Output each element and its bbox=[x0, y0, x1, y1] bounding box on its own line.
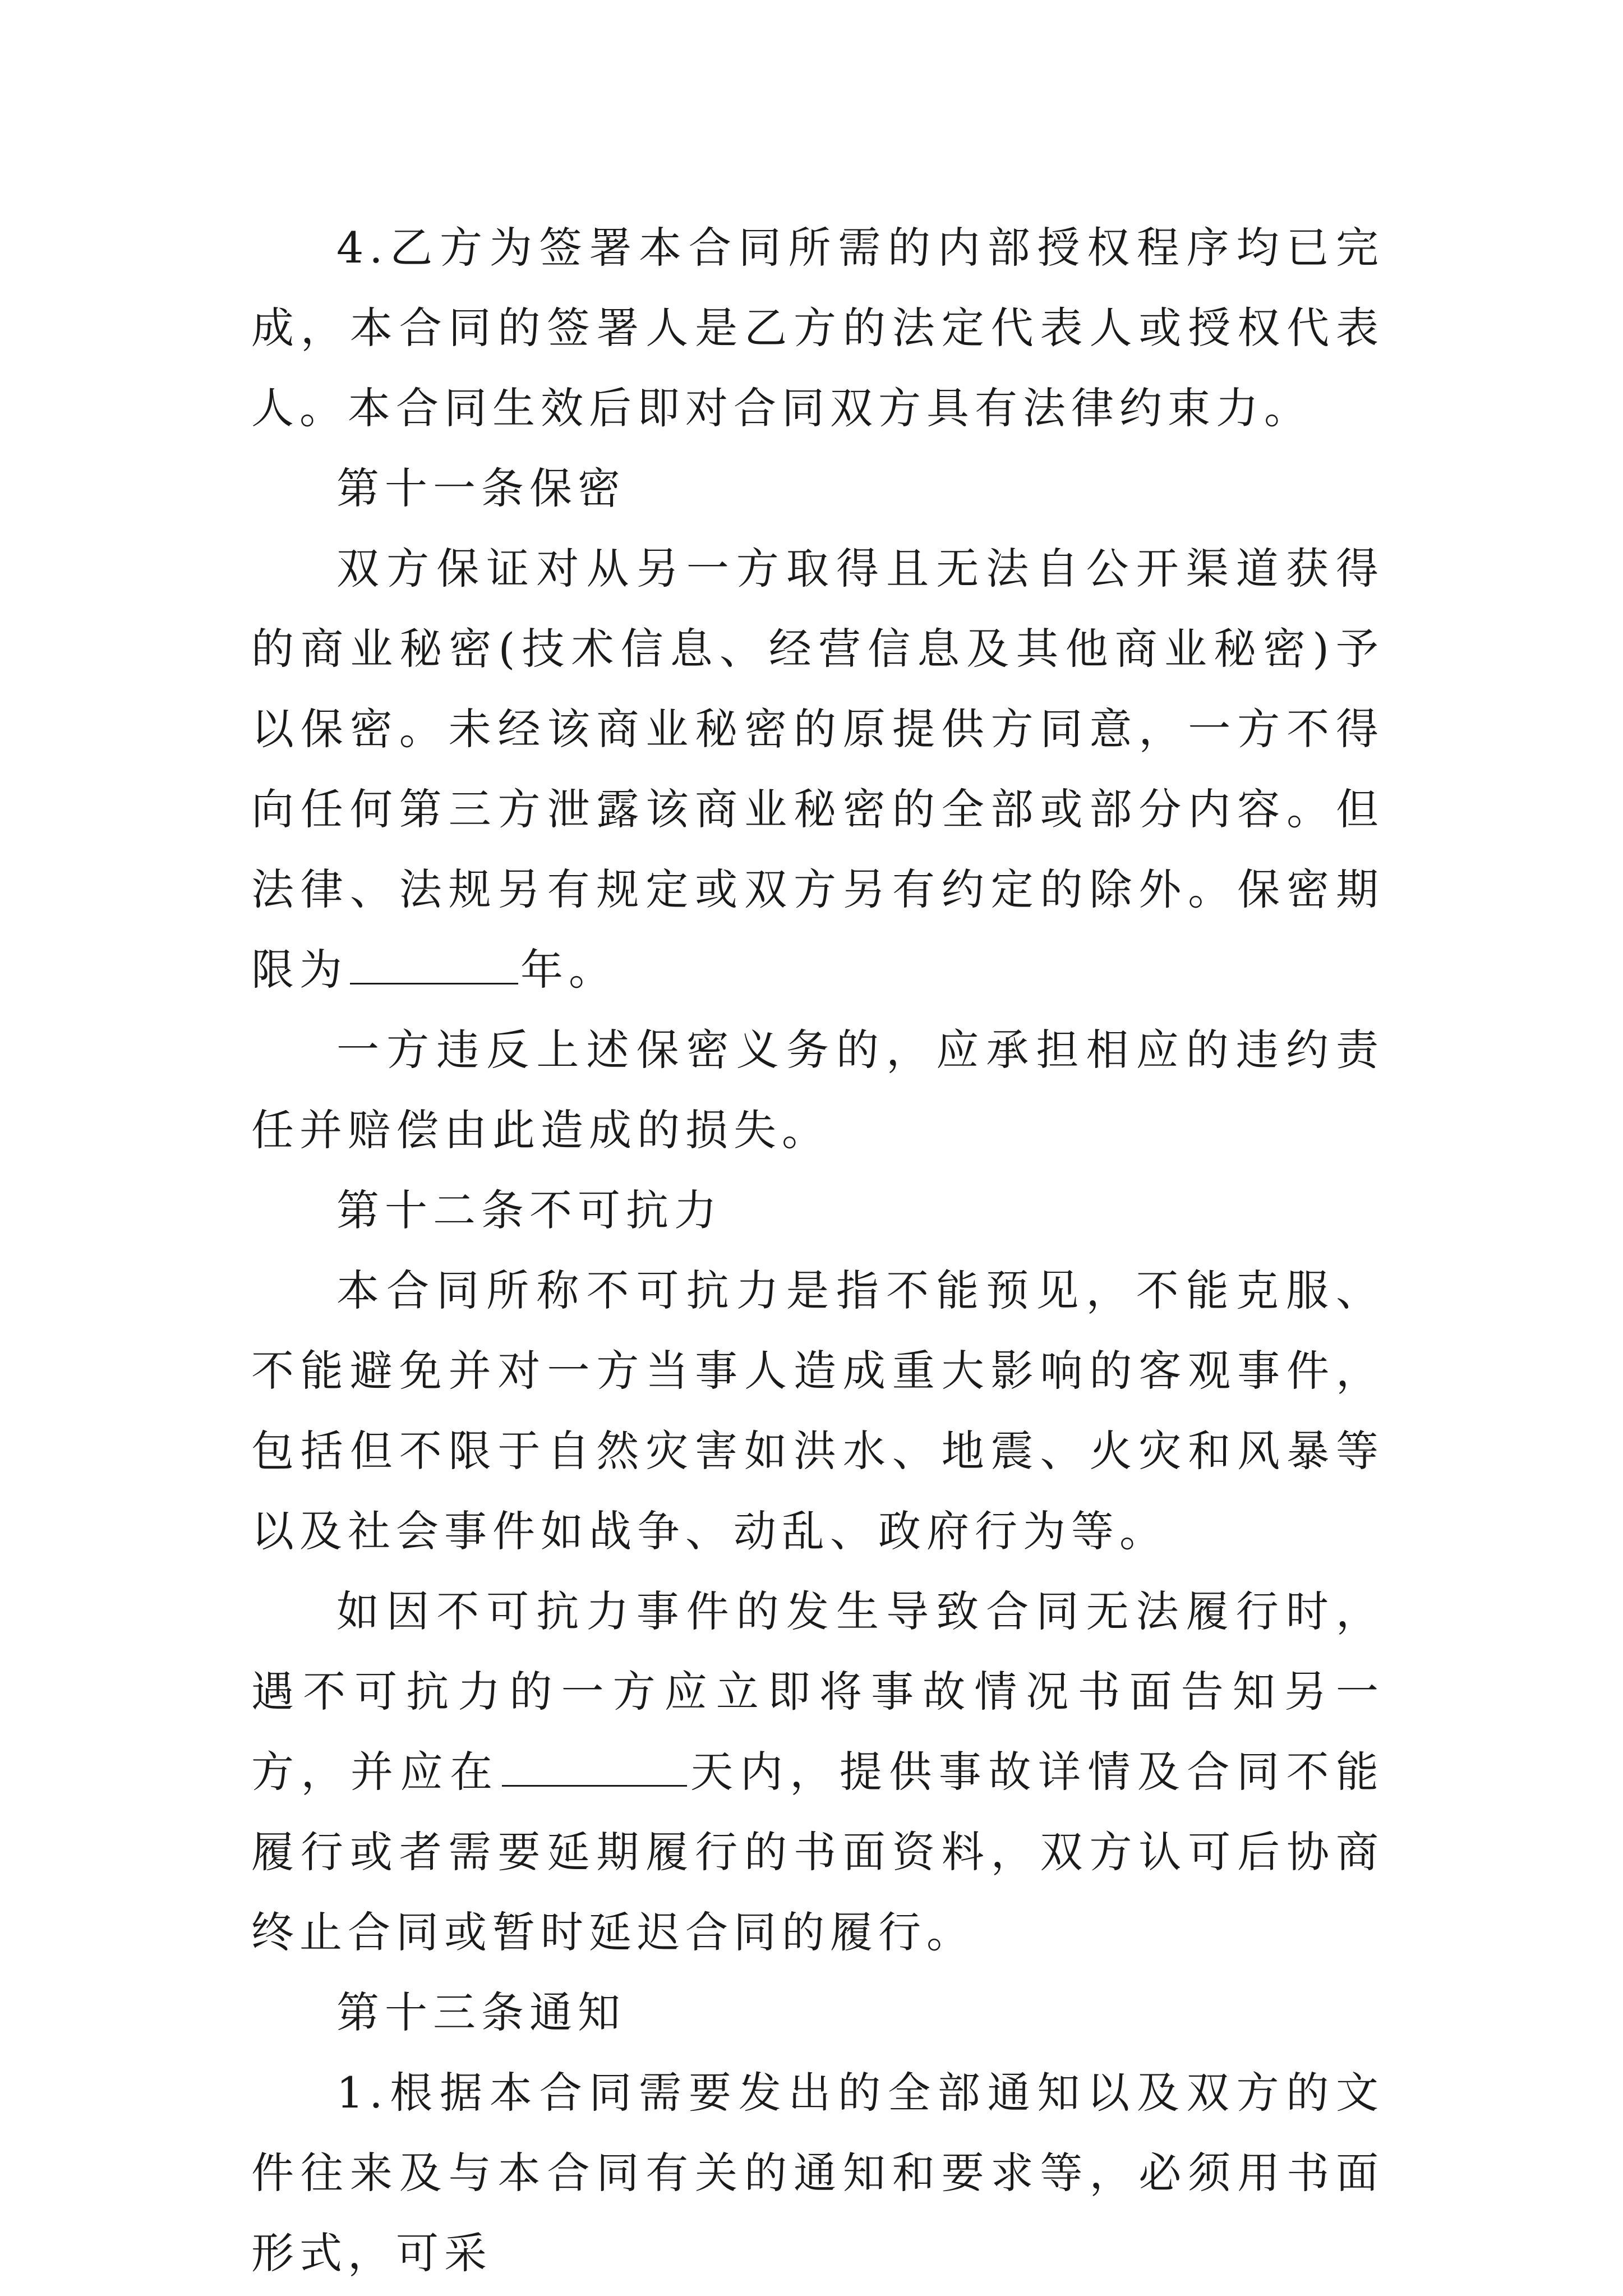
clause-paragraph-confidentiality bbox=[251, 528, 1384, 1010]
section-heading-notice: 第十三条通知 bbox=[336, 1987, 626, 2037]
force-majeure-text: 如因不可抗力事件的发生导致合同无法履行时，遇不可抗力的一方应立即将事故情况书面告知另一方，并应在 bbox=[251, 1586, 1384, 1797]
confidentiality-term-blank bbox=[350, 944, 518, 984]
clause-paragraph-breach: 一方违反上述保密义务的，应承担相应的违约责任并赔偿由此造成的损失。 bbox=[251, 1025, 1384, 1155]
confidentiality-text: 双方保证对从另一方取得且无法自公开渠道获得的商业秘密(技术信息、经营信息及其他商业秘密)予以保密。未经该商业秘密的原提供方同意，一方不得向任何第三方泄露该商业秘密的全部或部分内容。但法律、法规另有规定或双方另有约定的除外。保密期限为 bbox=[251, 544, 1384, 995]
clause-paragraph-authorization: 4.乙方为签署本合同所需的内部授权程序均已完成，本合同的签署人是乙方的法定代表人或授权代表人。本合同生效后即对合同双方具有法律约束力。 bbox=[251, 223, 1384, 433]
clause-paragraph-force-majeure-definition: 本合同所称不可抗力是指不能预见，不能克服、不能避免并对一方当事人造成重大影响的客观事件，包括但不限于自然灾害如洪水、地震、火灾和风暴等以及社会事件如战争、动乱、政府行为等。 bbox=[251, 1266, 1384, 1556]
notice-days-blank bbox=[502, 1746, 687, 1787]
section-heading-confidentiality: 第十一条保密 bbox=[336, 463, 626, 513]
clause-paragraph-notice: 1.根据本合同需要发出的全部通知以及双方的文件往来及与本合同有关的通知和要求等，必须用书面形式，可采 bbox=[251, 2068, 1384, 2278]
force-majeure-text-end: 天内，提供事故详情及合同不能履行或者需要延期履行的书面资料，双方认可后协商终止合同或暂时延迟合同的履行。 bbox=[251, 1747, 1385, 1957]
confidentiality-text-end: 年。 bbox=[520, 945, 617, 995]
document-body bbox=[251, 208, 1384, 2293]
clause-paragraph-force-majeure-notice bbox=[251, 1571, 1384, 1972]
section-heading-force-majeure: 第十二条不可抗力 bbox=[336, 1185, 722, 1235]
